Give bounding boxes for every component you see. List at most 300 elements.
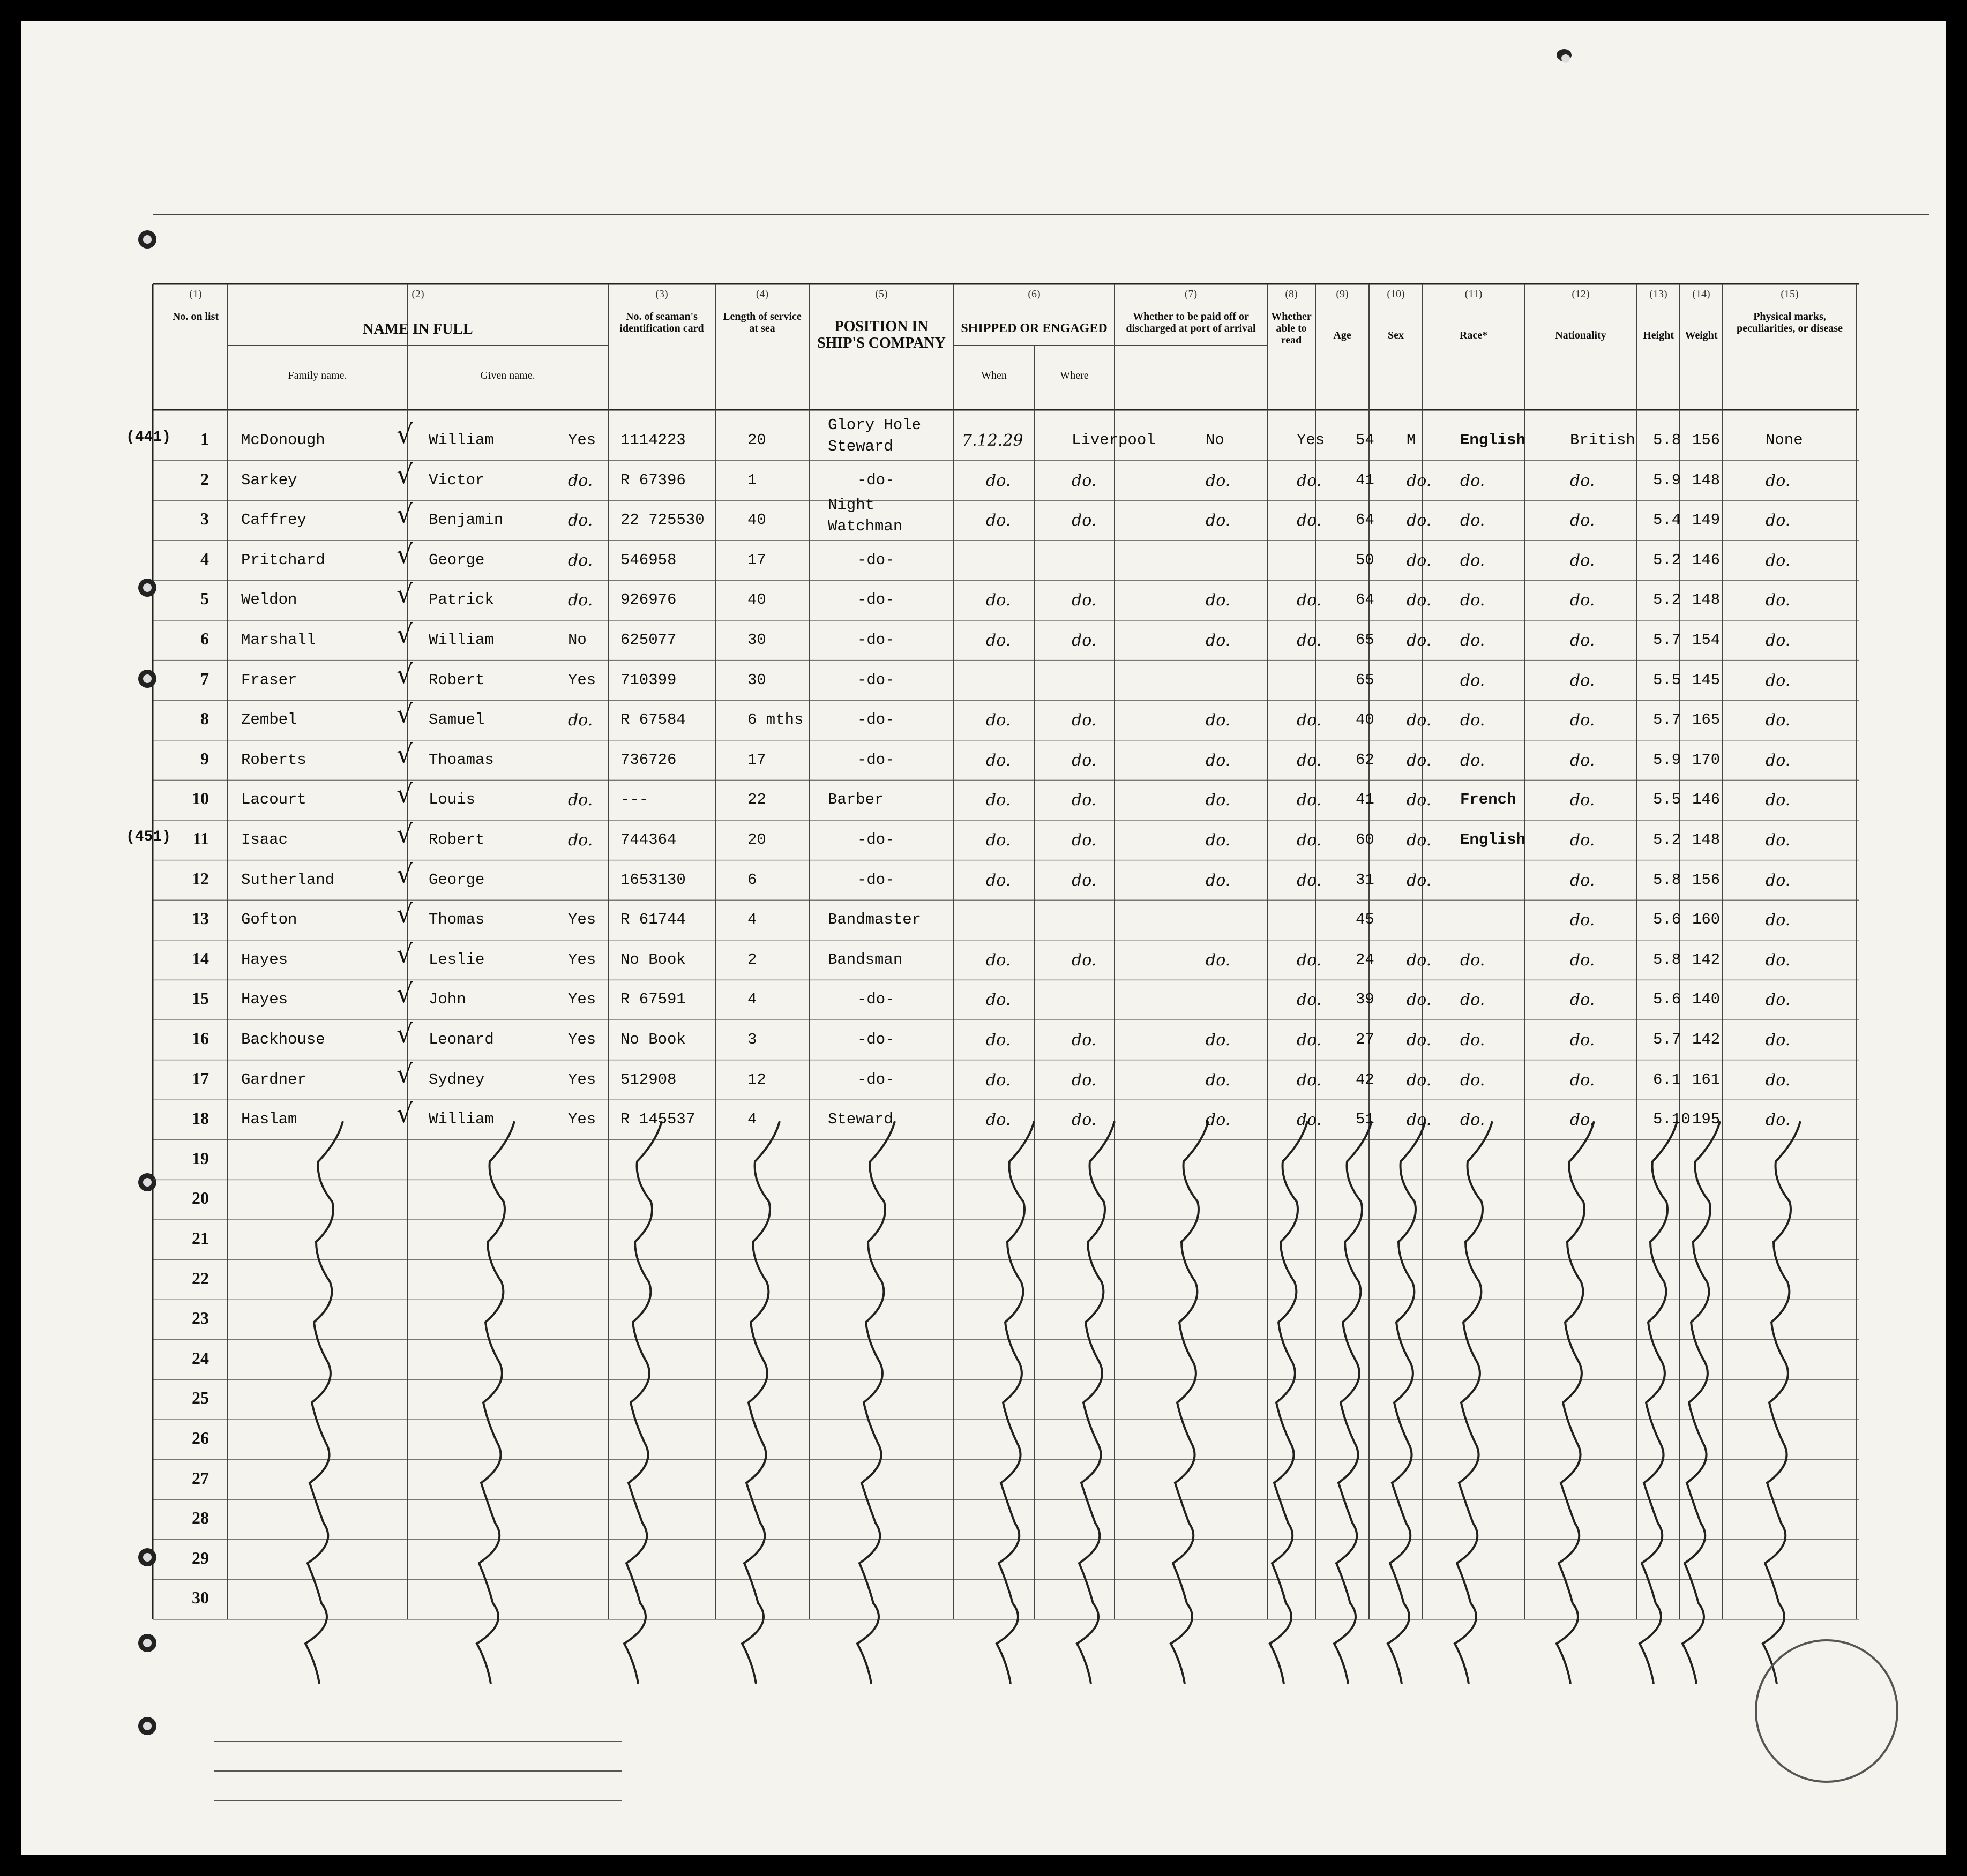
service-length: 12 <box>747 1070 766 1089</box>
shipped-when: do. <box>986 950 1011 970</box>
ship-position: Steward <box>828 1110 893 1129</box>
physical-marks: None <box>1766 431 1803 449</box>
height: 5.8 <box>1653 871 1681 889</box>
service-length: 30 <box>747 631 766 649</box>
family-name: Backhouse <box>241 1031 325 1048</box>
ship-position: -do- <box>857 471 895 489</box>
check-mark-icon: √ <box>397 499 413 530</box>
name-extra: do. <box>568 831 593 850</box>
column-number: (14) <box>1692 288 1710 300</box>
weight: 145 <box>1692 671 1721 689</box>
column-header-label: Age <box>1333 329 1351 341</box>
sex: do. <box>1407 950 1432 970</box>
ship-position: -do- <box>857 871 895 889</box>
given-name-subheader: Given name. <box>480 370 535 381</box>
paid-off: do. <box>1206 871 1231 890</box>
paid-off: do. <box>1206 591 1231 610</box>
sex: do. <box>1407 711 1432 730</box>
shipped-when-subheader: When <box>981 370 1007 381</box>
id-card-number: R 67591 <box>620 990 686 1009</box>
physical-marks: do. <box>1766 791 1791 810</box>
shipped-when: do. <box>986 751 1011 770</box>
weight: 170 <box>1692 751 1721 769</box>
shipped-when: do. <box>986 471 1011 490</box>
shipped-where: do. <box>1072 791 1097 810</box>
id-card-number: 736726 <box>620 751 677 769</box>
family-name: Gofton <box>241 911 297 929</box>
ditto-line <box>624 1121 662 1684</box>
ship-position: Bandsman <box>828 950 903 969</box>
check-mark-icon: √ <box>397 459 413 490</box>
column-number: (9) <box>1336 288 1349 300</box>
id-card-number: No Book <box>620 950 686 969</box>
shipped-when: do. <box>986 711 1011 730</box>
row-number: 17 <box>192 1068 209 1088</box>
column-header-label: Length of service at sea <box>723 311 802 334</box>
service-length: 4 <box>747 1110 757 1129</box>
sex: do. <box>1407 751 1432 770</box>
family-name: Sarkey <box>241 471 297 489</box>
ship-position: Watchman <box>828 517 903 536</box>
ship-position: -do- <box>857 591 895 609</box>
column-header-label: Nationality <box>1555 329 1606 341</box>
nationality: do. <box>1570 911 1595 930</box>
ditto-line <box>997 1121 1034 1684</box>
name-extra: do. <box>568 471 593 490</box>
check-mark-icon: √ <box>397 939 413 969</box>
row-number: 30 <box>192 1588 209 1608</box>
sex: do. <box>1407 791 1432 810</box>
given-name: Sydney <box>429 1070 485 1089</box>
service-length: 30 <box>747 671 766 689</box>
service-length: 6 mths <box>747 711 804 729</box>
sex: do. <box>1407 631 1432 650</box>
physical-marks: do. <box>1766 911 1791 930</box>
height: 5.2 <box>1653 551 1681 569</box>
physical-marks: do. <box>1766 711 1791 730</box>
nationality: do. <box>1570 511 1595 530</box>
name-extra: Yes <box>568 911 596 929</box>
shipped-when: do. <box>986 831 1011 850</box>
family-name: Roberts <box>241 751 306 769</box>
row-number: 26 <box>192 1428 209 1447</box>
height: 5.8 <box>1653 431 1681 449</box>
given-name: Louis <box>429 791 476 809</box>
weight: 156 <box>1692 431 1721 449</box>
row-number: 15 <box>192 988 209 1008</box>
id-card-number: 625077 <box>620 631 677 649</box>
family-name: Gardner <box>241 1070 306 1089</box>
column-header-label: Whether to be paid off or discharged at port of arrival <box>1126 311 1256 334</box>
race: do. <box>1460 711 1485 730</box>
age: 65 <box>1356 671 1374 689</box>
paid-off: do. <box>1206 631 1231 650</box>
shipped-where: do. <box>1072 831 1097 850</box>
column-header-label: Whether able to read <box>1271 311 1312 346</box>
ditto-line <box>1388 1121 1425 1684</box>
row-number: 23 <box>192 1308 209 1328</box>
family-name: Isaac <box>241 831 288 849</box>
column-number: (3) <box>655 288 668 300</box>
ditto-line <box>742 1121 780 1684</box>
nationality: do. <box>1570 871 1595 890</box>
height: 5.4 <box>1653 511 1681 529</box>
physical-marks: do. <box>1766 831 1791 850</box>
row-number: 1 <box>200 429 209 448</box>
ditto-line <box>1682 1121 1720 1684</box>
paid-off: do. <box>1206 711 1231 730</box>
paid-off: do. <box>1206 791 1231 810</box>
name-extra: do. <box>568 791 593 810</box>
list-reference-number: (451) <box>126 829 171 845</box>
id-card-number: 926976 <box>620 591 677 609</box>
shipped-when: do. <box>986 631 1011 650</box>
ship-position: Steward <box>828 438 893 455</box>
row-number: 25 <box>192 1388 209 1408</box>
race: do. <box>1460 1031 1485 1049</box>
given-name: Thoamas <box>429 751 494 769</box>
column-number: (4) <box>756 288 769 300</box>
paid-off: do. <box>1206 950 1231 970</box>
given-name: John <box>429 990 466 1009</box>
physical-marks: do. <box>1766 511 1791 530</box>
age: 54 <box>1356 431 1374 449</box>
check-mark-icon: √ <box>397 419 413 449</box>
shipped-where-subheader: Where <box>1060 370 1089 381</box>
nationality: do. <box>1570 711 1595 730</box>
id-card-number: R 67396 <box>620 471 686 489</box>
row-number: 27 <box>192 1468 209 1488</box>
line-rule <box>214 1741 622 1742</box>
ship-position: -do- <box>857 551 895 569</box>
able-to-read: do. <box>1297 791 1322 810</box>
shipped-where: do. <box>1072 511 1097 530</box>
shipped-when: 7.12.29 <box>962 431 1023 450</box>
age: 50 <box>1356 551 1374 569</box>
ditto-line <box>1763 1121 1800 1684</box>
service-length: 4 <box>747 990 757 1009</box>
name-extra: do. <box>568 711 593 730</box>
check-mark-icon: √ <box>397 1059 413 1089</box>
ditto-line <box>477 1121 514 1684</box>
shipped-where: do. <box>1072 950 1097 970</box>
column-header-label: Physical marks, peculiarities, or disease <box>1737 311 1843 334</box>
ditto-line <box>1455 1121 1492 1684</box>
weight: 142 <box>1692 950 1721 969</box>
row-number: 7 <box>200 669 209 688</box>
row-number: 21 <box>192 1228 209 1248</box>
column-number: (5) <box>875 288 888 300</box>
ditto-line <box>1557 1121 1594 1684</box>
ditto-line <box>1334 1121 1372 1684</box>
service-length: 2 <box>747 950 757 969</box>
row-number: 20 <box>192 1188 209 1208</box>
nationality: British <box>1570 431 1635 449</box>
given-name: George <box>429 551 485 569</box>
nationality: do. <box>1570 831 1595 850</box>
family-name: Haslam <box>241 1110 297 1129</box>
height: 5.5 <box>1653 671 1681 689</box>
check-mark-icon: √ <box>397 619 413 649</box>
physical-marks: do. <box>1766 871 1791 890</box>
name-extra: Yes <box>568 1070 596 1089</box>
physical-marks: do. <box>1766 551 1791 570</box>
sex: do. <box>1407 1031 1432 1049</box>
name-extra: Yes <box>568 1110 596 1129</box>
shipped-when: do. <box>986 1110 1011 1130</box>
physical-marks: do. <box>1766 471 1791 490</box>
check-mark-icon: √ <box>397 819 413 849</box>
height: 6.1 <box>1653 1070 1681 1089</box>
shipped-when: do. <box>986 511 1011 530</box>
height: 5.9 <box>1653 471 1681 489</box>
row-number: 24 <box>192 1348 209 1368</box>
height: 5.6 <box>1653 911 1681 929</box>
weight: 148 <box>1692 471 1721 489</box>
check-mark-icon: √ <box>397 779 413 809</box>
paid-off: do. <box>1206 1031 1231 1049</box>
age: 64 <box>1356 511 1374 529</box>
family-name: Hayes <box>241 950 288 969</box>
row-number: 3 <box>200 509 209 529</box>
row-number: 9 <box>200 748 209 768</box>
name-extra: do. <box>568 591 593 610</box>
id-card-number: 1114223 <box>620 431 686 449</box>
able-to-read: do. <box>1297 871 1322 890</box>
id-card-number: R 67584 <box>620 711 686 729</box>
shipped-where: do. <box>1072 631 1097 650</box>
column-header-label: No. on list <box>172 311 219 322</box>
able-to-read: do. <box>1297 751 1322 770</box>
weight: 142 <box>1692 1031 1721 1048</box>
ship-position: Bandmaster <box>828 911 922 929</box>
paid-off: No <box>1206 431 1224 449</box>
row-number: 8 <box>200 709 209 729</box>
service-length: 40 <box>747 511 766 529</box>
family-name: Fraser <box>241 671 297 689</box>
given-name: Robert <box>429 671 485 689</box>
nationality: do. <box>1570 471 1595 490</box>
given-name: Thomas <box>429 911 485 929</box>
weight: 161 <box>1692 1070 1721 1089</box>
able-to-read: do. <box>1297 511 1322 530</box>
weight: 154 <box>1692 631 1721 649</box>
weight: 149 <box>1692 511 1721 529</box>
ditto-line <box>305 1121 343 1684</box>
race: do. <box>1460 471 1485 490</box>
able-to-read: do. <box>1297 1031 1322 1049</box>
name-extra: do. <box>568 511 593 530</box>
paid-off: do. <box>1206 511 1231 530</box>
weight: 156 <box>1692 871 1721 889</box>
age: 39 <box>1356 990 1374 1009</box>
service-length: 3 <box>747 1031 757 1048</box>
row-number: 29 <box>192 1548 209 1567</box>
race: do. <box>1460 950 1485 970</box>
ship-position: -do- <box>857 631 895 649</box>
nationality: do. <box>1570 751 1595 770</box>
race: do. <box>1460 591 1485 610</box>
able-to-read: do. <box>1297 711 1322 730</box>
height: 5.10 <box>1653 1110 1691 1129</box>
row-number: 14 <box>192 948 209 968</box>
column-header-label: No. of seaman's identification card <box>619 311 704 334</box>
column-header-label: POSITION IN SHIP'S COMPANY <box>817 318 946 351</box>
race: English <box>1460 831 1525 849</box>
id-card-number: 1653130 <box>620 871 686 889</box>
race: do. <box>1460 631 1485 650</box>
race: do. <box>1460 511 1485 530</box>
given-name: William <box>429 1110 494 1129</box>
given-name: William <box>429 431 494 449</box>
nationality: do. <box>1570 1070 1595 1090</box>
sex: do. <box>1407 990 1432 1010</box>
column-number: (6) <box>1028 288 1041 300</box>
age: 51 <box>1356 1110 1374 1129</box>
sex: M <box>1407 431 1416 449</box>
race: do. <box>1460 671 1485 690</box>
service-length: 17 <box>747 551 766 569</box>
family-name: Caffrey <box>241 511 306 529</box>
age: 45 <box>1356 911 1374 929</box>
shipped-where: Liverpool <box>1072 431 1156 449</box>
owners-rule <box>214 1770 622 1772</box>
height: 5.7 <box>1653 1031 1681 1048</box>
age: 40 <box>1356 711 1374 729</box>
row-number: 4 <box>200 549 209 568</box>
ship-position: Barber <box>828 791 884 809</box>
row-number: 18 <box>192 1108 209 1128</box>
column-number: (11) <box>1464 288 1483 300</box>
age: 24 <box>1356 950 1374 969</box>
column-header-label: NAME IN FULL <box>363 321 473 337</box>
family-name: Pritchard <box>241 551 325 569</box>
age: 65 <box>1356 631 1374 649</box>
nationality: do. <box>1570 1031 1595 1049</box>
height: 5.7 <box>1653 711 1681 729</box>
name-extra: Yes <box>568 990 596 1009</box>
ship-position: -do- <box>857 711 895 729</box>
nationality: do. <box>1570 1110 1595 1130</box>
sex: do. <box>1407 1070 1432 1090</box>
sex: do. <box>1407 871 1432 890</box>
physical-marks: do. <box>1766 751 1791 770</box>
age: 60 <box>1356 831 1374 849</box>
weight: 160 <box>1692 911 1721 929</box>
nationality: do. <box>1570 591 1595 610</box>
row-number: 11 <box>192 829 209 848</box>
weight: 140 <box>1692 990 1721 1009</box>
family-name-subheader: Family name. <box>288 370 347 381</box>
given-name: Benjamin <box>429 511 504 529</box>
weight: 148 <box>1692 831 1721 849</box>
race: English <box>1460 431 1525 449</box>
id-card-number: 710399 <box>620 671 677 689</box>
id-card-number: --- <box>620 791 649 809</box>
nationality: do. <box>1570 551 1595 570</box>
race: do. <box>1460 1110 1485 1130</box>
service-length: 20 <box>747 431 766 449</box>
check-mark-icon: √ <box>397 1099 413 1129</box>
given-name: Samuel <box>429 711 485 729</box>
race: do. <box>1460 990 1485 1010</box>
age: 62 <box>1356 751 1374 769</box>
row-number: 5 <box>200 589 209 609</box>
ship-position: -do- <box>857 831 895 849</box>
check-mark-icon: √ <box>397 659 413 689</box>
physical-marks: do. <box>1766 1110 1791 1130</box>
check-mark-icon: √ <box>397 579 413 610</box>
nationality: do. <box>1570 791 1595 810</box>
check-mark-icon: √ <box>397 979 413 1009</box>
ship-position: Night <box>828 496 875 514</box>
age: 27 <box>1356 1031 1374 1048</box>
able-to-read: do. <box>1297 631 1322 650</box>
id-card-number: 512908 <box>620 1070 677 1089</box>
column-header-label: Sex <box>1388 329 1404 341</box>
shipped-when: do. <box>986 990 1011 1010</box>
height: 5.2 <box>1653 831 1681 849</box>
column-header-label: SHIPPED OR ENGAGED <box>961 321 1108 335</box>
id-card-number: R 61744 <box>620 911 686 929</box>
row-number: 12 <box>192 868 209 888</box>
given-name: Leslie <box>429 950 485 969</box>
service-length: 17 <box>747 751 766 769</box>
age: 42 <box>1356 1070 1374 1089</box>
given-name: Robert <box>429 831 485 849</box>
shipped-where: do. <box>1072 1110 1097 1130</box>
able-to-read: do. <box>1297 831 1322 850</box>
shipped-when: do. <box>986 591 1011 610</box>
ship-position: -do- <box>857 990 895 1009</box>
height: 5.6 <box>1653 990 1681 1009</box>
check-mark-icon: √ <box>397 699 413 730</box>
manifest-sheet <box>21 21 1946 1855</box>
row-number: 10 <box>192 789 209 808</box>
ship-position: -do- <box>857 671 895 689</box>
height: 5.9 <box>1653 751 1681 769</box>
family-name: Weldon <box>241 591 297 609</box>
check-mark-icon: √ <box>397 739 413 769</box>
race: do. <box>1460 1070 1485 1090</box>
able-to-read: Yes <box>1297 431 1325 449</box>
age: 41 <box>1356 471 1374 489</box>
age: 64 <box>1356 591 1374 609</box>
physical-marks: do. <box>1766 591 1791 610</box>
physical-marks: do. <box>1766 950 1791 970</box>
able-to-read: do. <box>1297 1110 1322 1130</box>
family-name: Sutherland <box>241 871 335 889</box>
family-name: Lacourt <box>241 791 306 809</box>
physical-marks: do. <box>1766 631 1791 650</box>
ship-position: -do- <box>857 751 895 769</box>
ditto-line <box>857 1121 895 1684</box>
paid-off: do. <box>1206 1110 1231 1130</box>
sex: do. <box>1407 471 1432 490</box>
ship-position: -do- <box>857 1070 895 1089</box>
list-reference-number: (441) <box>126 429 171 446</box>
id-card-number: 22 725530 <box>620 511 705 529</box>
name-extra: No <box>568 631 587 649</box>
shipped-where: do. <box>1072 751 1097 770</box>
sex: do. <box>1407 591 1432 610</box>
check-mark-icon: √ <box>397 899 413 929</box>
paid-off: do. <box>1206 1070 1231 1090</box>
column-header-label: Weight <box>1685 329 1718 341</box>
row-number: 16 <box>192 1029 209 1048</box>
physical-marks: do. <box>1766 671 1791 690</box>
physical-marks: do. <box>1766 1070 1791 1090</box>
